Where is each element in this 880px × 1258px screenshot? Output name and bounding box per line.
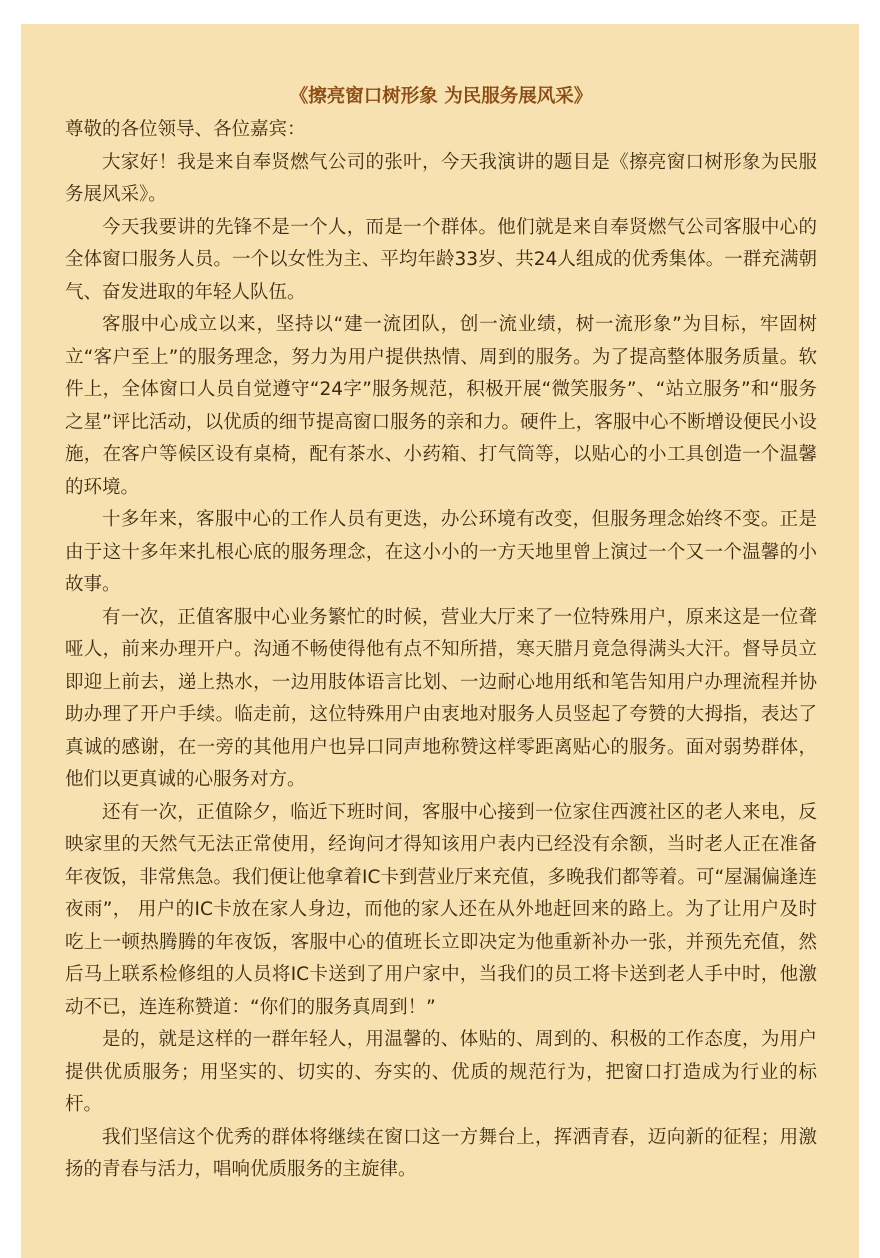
article-content <box>65 81 817 1187</box>
article-panel <box>21 24 859 1258</box>
paragraph-ten-years: 十多年来，客服中心的工作人员有更迭，办公环境有改变，但服务理念始终不变。正是由于这十多年来扎根心底的服务理念，在这小小的一方天地里曾上演过一个又一个温馨的小故事。 <box>65 509 817 595</box>
paragraph-story-new-year: 还有一次，正值除夕，临近下班时间，客服中心接到一位家住西渡社区的老人来电，反映家里的天然气无法正常使用，经询问才得知该用户表内已经没有余额，当时老人正在准备年夜饭，非常焦急。我们便让他拿着IC卡到营业厅来充值，多晚我们都等着。可“屋漏偏逢连夜雨”， 用户的IC卡放在家人身边，而他的家人还在从外地赶回来的路上。为了让用户及时吃上一顿热腾腾的年夜饭，客服中心的值班长立即决定为他重新补办一张，并预先充值，然后马上联系检修组的人员将IC卡送到了用户家中，当我们的员工将卡送到老人手中时，他激动不已，连连称赞道：“你们的服务真周到！” <box>65 801 817 1018</box>
salutation: 尊敬的各位领导、各位嘉宾： <box>65 119 306 140</box>
article-title: 《擦亮窗口树形象 为民服务展风采》 <box>289 86 593 107</box>
paragraph-greeting: 大家好！我是来自奉贤燃气公司的张叶，今天我演讲的题目是《擦亮窗口树形象为民服务展风采》。 <box>65 151 817 205</box>
paragraph-story-deaf-user: 有一次，正值客服中心业务繁忙的时候，营业大厅来了一位特殊用户，原来这是一位聋哑人，前来办理开户。沟通不畅使得他有点不知所措，寒天腊月竟急得满头大汗。督导员立即迎上前去，递上热水，一边用肢体语言比划、一边耐心地用纸和笔告知用户办理流程并协助办理了开户手续。临走前，这位特殊用户由衷地对服务人员竖起了夸赞的大拇指，表达了真诚的感谢，在一旁的其他用户也异口同声地称赞这样零距离贴心的服务。面对弱势群体，他们以更真诚的心服务对方。 <box>65 606 817 790</box>
paragraph-summary: 是的，就是这样的一群年轻人，用温馨的、体贴的、周到的、积极的工作态度，为用户提供优质服务；用坚实的、切实的、夯实的、优质的规范行为，把窗口打造成为行业的标杆。 <box>65 1029 817 1115</box>
paragraph-closing: 我们坚信这个优秀的群体将继续在窗口这一方舞台上，挥洒青春，迈向新的征程；用激扬的青春与活力，唱响优质服务的主旋律。 <box>65 1126 817 1180</box>
paragraph-team-intro: 今天我要讲的先锋不是一个人，而是一个群体。他们就是来自奉贤燃气公司客服中心的全体窗口服务人员。一个以女性为主、平均年龄33岁、共24人组成的优秀集体。一群充满朝气、奋发进取的年轻人队伍。 <box>65 216 817 303</box>
paragraph-service-philosophy: 客服中心成立以来，坚持以“建一流团队，创一流业绩，树一流形象”为目标，牢固树立“客户至上”的服务理念，努力为用户提供热情、周到的服务。为了提高整体服务质量。软件上，全体窗口人员自觉遵守“24字”服务规范，积极开展“微笑服务”、“站立服务”和“服务之星”评比活动，以优质的细节提高窗口服务的亲和力。硬件上，客服中心不断增设便民小设施，在客户等候区设有桌椅，配有茶水、小药箱、打气筒等，以贴心的小工具创造一个温馨的环境。 <box>65 314 817 498</box>
